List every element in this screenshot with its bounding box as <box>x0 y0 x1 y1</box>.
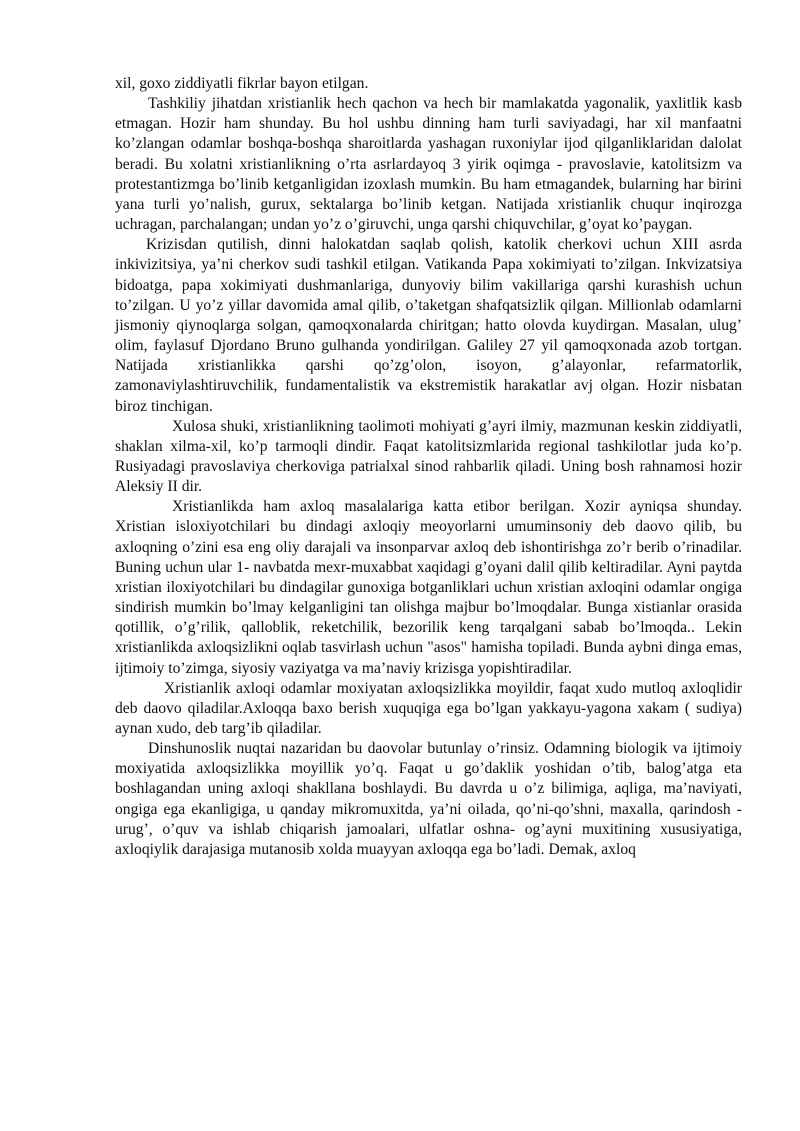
document-page <box>115 74 742 860</box>
paragraph-religious-studies: Dinshunoslik nuqtai nazaridan bu daovolar butunlay o’rinsiz. Odamning biologik va ijtimoiy moxiyatida axloqsizlikka moyillik yo’q. Faqat u go’daklik yoshidan o’tib, balog’atga eta boshlagandan uning axloqi shakllana boshlaydi. Bu davrda u o’z bilimiga, aqliga, ma’naviyati, ongiga ega ekanligiga, u qanday mikromuxitda, ya’ni oilada, qo’ni-qo’shni, maxalla, qarindosh -urug’, o’quv va ishlab chiqarish jamoalari, ulfatlar oshna- og’ayni muxitining xususiyatiga, axloqiylik darajasiga mutanosib xolda muayyan axloqqa ega bo’ladi. Demak, axloq <box>115 740 742 858</box>
paragraph-conclusion: Xulosa shuki, xristianlikning taolimoti mohiyati g’ayri ilmiy, mazmunan keskin ziddiyatli, shaklan xilma-xil, ko’p tarmoqli dindir. Faqat katolitsizmlarida regional tashkilotlar juda ko’p. Rusiyadagi pravoslaviya cherkoviga patrialxal sinod rahbarlik qiladi. Uning bosh rahnamosi hozir Aleksiy II dir. <box>115 417 742 496</box>
paragraph-inquisition: Krizisdan qutilish, dinni halokatdan saqlab qolish, katolik cherkovi uchun XIII asrda inkivizitsiya, ya’ni cherkov sudi tashkil etilgan. Vatikanda Papa xokimiyati to’zilgan. Inkvizatsiya bidoatga, papa xokimiyati dushmanlariga, dunyoviy bilim vakillariga qarshi kurashish uchun to’zilgan. U yo’z yillar davomida amal qilib, o’taketgan shafqatsizlik qilgan. Millionlab odamlarni jismoniy qiynoqlarga solgan, qamoqxonalarda chiritgan; hatto olovda kuydirgan. Masalan, ulug’ olim, faylasuf Djordano Bruno gulhanda yondirilgan. Galiley 27 yil qamoqxonada azob tortgan. Natijada xristianlikka qarshi qo’zg’olon, isoyon, g’alayonlar, refarmatorlik, zamonaviylashtiruvchilik, fundamentalistik va ekstremistik harakatlar avj olgan. Hozir nisbatan biroz tinchigan. <box>115 236 742 415</box>
paragraph-continuation: xil, goxo ziddiyatli fikrlar bayon etilgan. <box>115 75 369 92</box>
paragraph-organization: Tashkiliy jihatdan xristianlik hech qachon va hech bir mamlakatda yagonalik, yaxlitlik kasb etmagan. Hozir ham shunday. Bu hol ushbu dinning ham turli saviyadagi, har xil manfaatni ko’zlangan odamlar boshqa-boshqa sharoitlarda yashagan ruxoniylar ijod qilganliklaridan dalolat beradi. Bu xolatni xristianlikning o’rta asrlardayoq 3 yirik oqimga - pravoslavie, katolitsizm va protestantizmga bo’linib ketganligidan izoxlash mumkin. Bu ham etmagandek, bularning har birini yana turli yo’nalish, gurux, sektalarga bo’linib ketgan. Natijada xristianlik chuqur inqirozga uchragan, parchalangan; undan yo’z o’giruvchi, unga qarshi chiquvchilar, g’oyat ko’paygan. <box>115 95 742 234</box>
paragraph-morality: Xristianlikda ham axloq masalalariga katta etibor berilgan. Xozir ayniqsa shunday. Xristian isloxiyotchilari bu dindagi axloqiy meoyorlarni umuminsoniy deb daovo qilib, bu axloqning o’zini esa eng oliy darajali va insonparvar axloq deb ishontirishga zo’r berib o’rinadilar. Buning uchun ular 1- navbatda mexr-muxabbat xaqidagi g’oyani dalil qilib keltiradilar. Ayni paytda xristian iloxiyotchilari bu dindagilar gunoxiga botganliklari uchun xristian axloqini odamlar ongiga sindirish mumkin bo’lmay kelganligini tan olishga majbur bo’lmoqdalar. Bunga xistianlar orasida qotillik, o’g’rilik, qalloblik, reketchilik, bezorilik keng tarqalgani sabab bo’lmoqda.. Lekin xristianlikda axloqsizlikni oqlab tasvirlash uchun "asos" hamisha topiladi. Bunda aybni dinga emas, ijtimoiy to’zimga, siyosiy vaziyatga va ma’naviy krizisga yopishtiradilar. <box>115 498 742 677</box>
paragraph-god-morality: Xristianlik axloqi odamlar moxiyatan axloqsizlikka moyildir, faqat xudo mutloq axloqlidir deb daovo qiladilar.Axloqqa baxo berish xuquqiga ega bo’lgan yakkayu-yagona xakam ( sudiya) aynan xudo, deb targ’ib qiladilar. <box>115 679 742 737</box>
